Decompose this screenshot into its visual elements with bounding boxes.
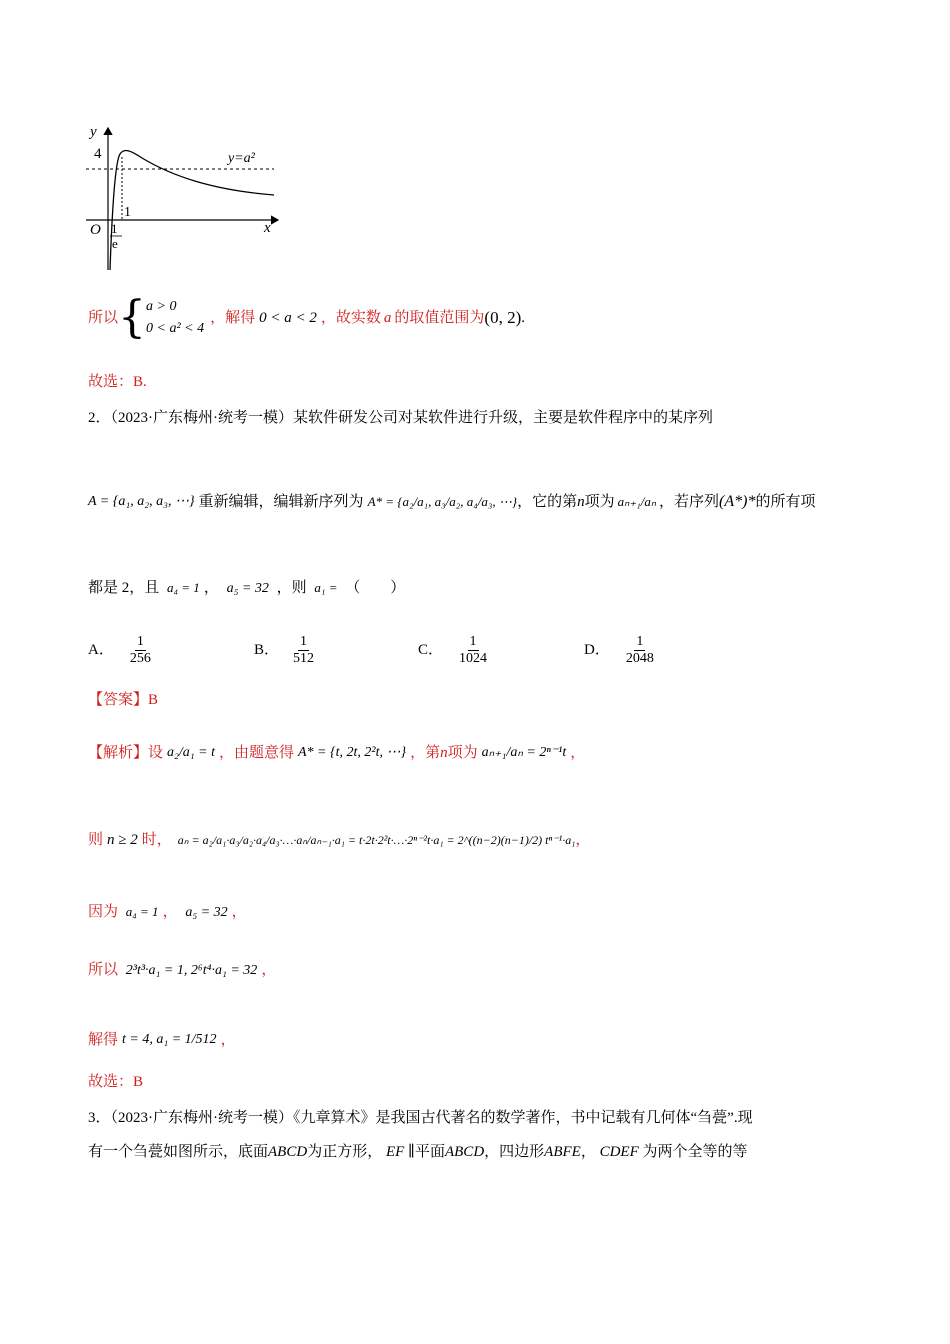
q2-text-5: ，若序列 xyxy=(659,494,720,510)
ask-a1: a₁ = xyxy=(314,580,338,595)
curve-label: y=a² xyxy=(228,151,255,166)
q2-source: （2023·广东梅州·统考一模） xyxy=(110,410,294,426)
q2-n: n xyxy=(577,494,585,510)
set-A-star: A* = {a₂/a₁, a₃/a₂, a₄/a₃, ⋯} xyxy=(367,494,518,509)
q2-text-1: 某软件研发公司对某软件进行升级，主要是软件程序中的某序列 xyxy=(293,410,714,426)
analysis-text-8: ， xyxy=(220,1032,236,1048)
eq-result: t = 4, a₁ = 1/512 xyxy=(122,1032,217,1047)
y-tick-label: 4 xyxy=(94,146,102,162)
eq-t-def: a₂/a₁ = t xyxy=(167,745,215,760)
q3-text-2b: 为正方形， xyxy=(307,1144,383,1160)
q2-text-6: 的所有项 xyxy=(755,494,816,510)
q3-text-1: 《九章算术》是我国古代著名的数学著作，书中记载有几何体“刍甍”.现 xyxy=(293,1110,753,1126)
abcd: ABCD xyxy=(268,1144,308,1160)
q2-text-7: 都是 2，且 xyxy=(88,580,160,596)
choose-2: 故选：B xyxy=(88,1074,144,1090)
analysis-line-4 xyxy=(88,960,276,981)
cond-a5-2: a₅ = 32 xyxy=(185,905,228,920)
then-text: 则 xyxy=(88,832,104,848)
parallel-symbol: ∥ xyxy=(408,1144,415,1160)
abcd-2: ABCD xyxy=(444,1144,485,1160)
q3-number: 3． xyxy=(88,1110,111,1126)
ratio-expr: aₙ₊₁/aₙ xyxy=(617,494,657,509)
cond-a4: a₄ = 1 xyxy=(167,580,200,595)
x-tick-num: 1 xyxy=(111,221,118,236)
option-b[interactable] xyxy=(254,630,316,670)
abfe: ABFE xyxy=(544,1144,581,1160)
range-text: 的取值范围为 xyxy=(394,310,485,326)
analysis-text-4: ， xyxy=(570,745,586,761)
answer: 【答案】B xyxy=(88,692,159,708)
analysis-text-3: 项为 xyxy=(447,745,478,761)
q2-line-3 xyxy=(88,578,405,599)
option-num: 1 xyxy=(300,633,308,649)
A-star-star: (A*)* xyxy=(719,493,756,510)
option-label: C． xyxy=(418,642,444,658)
system-line-1: a > 0 xyxy=(146,299,177,314)
system-line-2: 0 < a² < 4 xyxy=(146,321,205,336)
option-a[interactable] xyxy=(88,630,153,670)
when-text: 时， xyxy=(141,832,172,848)
q2-text-8: ，则 xyxy=(276,580,307,596)
interval: (0, 2) xyxy=(484,308,522,327)
choose-1: 故选：B. xyxy=(88,374,147,390)
function-curve xyxy=(110,151,274,270)
analysis-n: n xyxy=(440,745,448,761)
x-tick-den: e xyxy=(112,236,118,251)
set-A: A = {a₁, a₂, a₃, ⋯} xyxy=(88,494,195,509)
analysis-line-5 xyxy=(88,1020,236,1060)
option-num: 1 xyxy=(469,633,477,649)
option-den: 1024 xyxy=(459,650,488,666)
function-graph xyxy=(82,122,282,274)
x-axis-label: x xyxy=(264,220,271,236)
q3-text-2f: 为两个全等的等 xyxy=(642,1144,748,1160)
analysis-text-5: ， xyxy=(575,832,591,848)
analysis-text-7: ， xyxy=(261,962,277,978)
cdef: CDEF xyxy=(599,1144,639,1160)
n-cond: n ≥ 2 xyxy=(107,832,138,848)
eq-A-star: A* = {t, 2t, 2²t, ⋯} xyxy=(298,745,407,760)
option-c[interactable] xyxy=(418,630,489,670)
option-den: 2048 xyxy=(625,650,654,666)
analysis-line-3: 因为 a₄ = 1 ， a₅ = 32 ， xyxy=(88,904,247,920)
conclude-text: ，故实数 xyxy=(320,310,381,326)
ef: EF xyxy=(385,1144,405,1160)
q2-number: 2． xyxy=(88,410,111,426)
q3-text-2c: 平面 xyxy=(414,1144,445,1160)
answer-paren: （ ） xyxy=(345,580,406,596)
q3-text-2a: 有一个刍甍如图所示，底面 xyxy=(88,1144,269,1160)
option-den: 512 xyxy=(293,650,315,666)
option-num: 1 xyxy=(636,633,644,649)
eq-an-product: aₙ = a₂/a₁·a₃/a₂·a₄/a₃·…·aₙ/aₙ₋₁·a₁ = t·2t·2²t·…·2ⁿ⁻²t·a₁ = 2^((n−2)(n−1)/2) tⁿ⁻¹·a₁ xyxy=(177,833,576,847)
q2-text-4: 项为 xyxy=(584,494,615,510)
option-label: A． xyxy=(88,642,114,658)
option-num: 1 xyxy=(136,633,144,649)
analysis-tag: 【解析】设 xyxy=(88,745,164,761)
solve-text-2: 解得 xyxy=(88,1032,119,1048)
because-text: 因为 xyxy=(88,904,119,920)
q2-line-1 xyxy=(88,408,713,428)
mid-label: 1 xyxy=(124,205,131,220)
eq-system: 2³t³·a₁ = 1, 2⁶t⁴·a₁ = 32 xyxy=(125,963,258,978)
cond-a5: a₅ = 32 xyxy=(226,581,269,596)
analysis-line-2 xyxy=(88,812,590,868)
solution-line-1: 所以 { a > 0 0 < a² < 4 ，解得 0 < a < 2 ，故实数 a 的取值范围为 (0, 2) . xyxy=(88,292,525,343)
origin-label: O xyxy=(90,222,101,238)
analysis-text-6: ， xyxy=(231,904,247,920)
eq-ratio: aₙ₊₁/aₙ = 2ⁿ⁻¹t xyxy=(481,745,567,760)
comma: ， xyxy=(203,580,219,596)
q3-text-2d: ，四边形 xyxy=(484,1144,545,1160)
so-text-2: 所以 xyxy=(88,962,119,978)
analysis-text-2: ，第 xyxy=(410,745,441,761)
option-den: 256 xyxy=(129,650,151,666)
q2-line-2 xyxy=(88,474,816,530)
option-label: B． xyxy=(254,642,280,658)
q3-line-2 xyxy=(88,1142,748,1162)
option-label: D． xyxy=(584,642,610,658)
analysis-text-1: ，由题意得 xyxy=(218,745,294,761)
q2-text-3: ，它的第 xyxy=(517,494,578,510)
y-axis-label: y xyxy=(90,124,97,140)
solve-text: ，解得 xyxy=(210,310,256,326)
var-a: a xyxy=(383,310,392,326)
option-d[interactable] xyxy=(584,630,656,670)
period: . xyxy=(521,310,525,326)
range-inequality: 0 < a < 2 xyxy=(259,310,317,326)
q3-text-2e: ， xyxy=(580,1144,596,1160)
q3-source: （2023·广东梅州·统考一模） xyxy=(110,1110,294,1126)
cond-a4-2: a₄ = 1 xyxy=(125,904,159,919)
analysis-line-1 xyxy=(88,728,585,778)
so-text: 所以 xyxy=(88,310,119,326)
q2-text-2: 重新编辑，编辑新序列为 xyxy=(198,494,364,510)
q3-line-1 xyxy=(88,1108,753,1128)
